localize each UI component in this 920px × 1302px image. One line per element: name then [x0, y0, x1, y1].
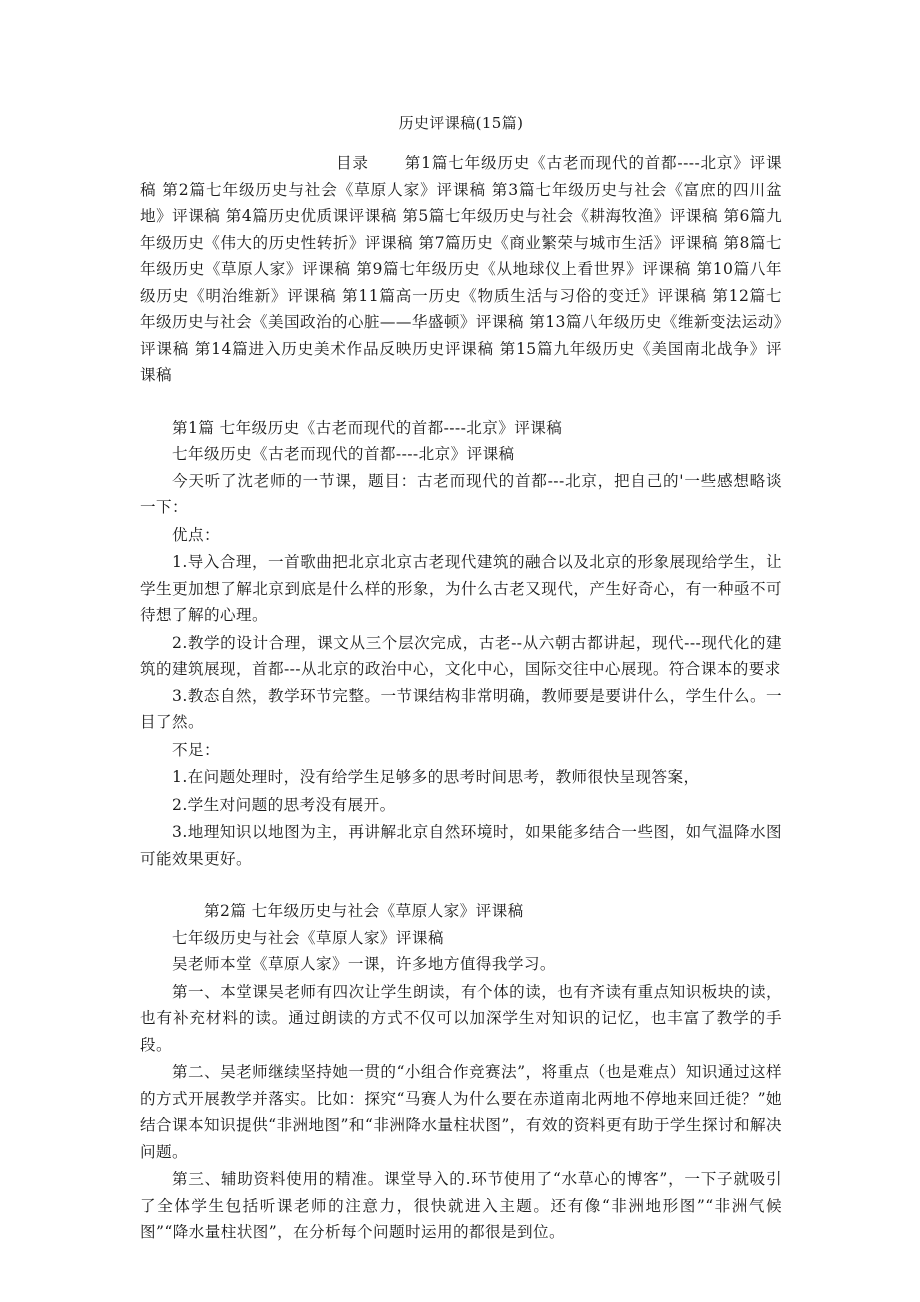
- section-1: [140, 415, 782, 873]
- document-page: [140, 110, 782, 1246]
- table-of-contents: [140, 150, 782, 389]
- section-2-paragraph-1: 吴老师本堂《草原人家》一课，许多地方值得我学习。: [172, 955, 556, 973]
- pro-item-1: 1.导入合理，一首歌曲把北京北京古老现代建筑的融合以及北京的形象展现给学生，让学生更加想了解北京到底是什么样的形象，为什么古老又现代，产生好奇心，有一种亟不可待想了解的心理。: [140, 553, 782, 624]
- pro-item-2: 2.教学的设计合理，课文从三个层次完成，古老--从六朝古都讲起，现代---现代化的建筑的建筑展现，首都---从北京的政治中心，文化中心，国际交往中心展现。符合课本的要求: [140, 633, 782, 678]
- con-item-2: 2.学生对问题的思考没有展开。: [172, 795, 396, 814]
- cons-label: 不足：: [172, 740, 220, 759]
- section-1-heading: 第1篇 七年级历史《古老而现代的首都----北京》评课稿: [172, 418, 563, 437]
- pro-item-3: 3.教态自然，教学环节完整。一节课结构非常明确，教师要是要讲什么，学生什么。一目了然。: [140, 686, 782, 731]
- section-2-subtitle: 七年级历史与社会《草原人家》评课稿: [172, 928, 444, 947]
- pros-label: 优点：: [172, 525, 220, 544]
- toc-label: 目录: [336, 154, 369, 172]
- section-1-subtitle: 七年级历史《古老而现代的首都----北京》评课稿: [172, 445, 515, 463]
- section-2-paragraph-3: 第二、吴老师继续坚持她一贯的“小组合作竞赛法”，将重点（也是难点）知识通过这样的方式开展教学并落实。比如：探究“马赛人为什么要在赤道南北两地不停地来回迁徙？”她结合课本知识提供“非洲地图”和“非洲降水量柱状图”，有效的资料更有助于学生探讨和解决问题。: [140, 1063, 782, 1161]
- section-2-paragraph-4: 第三、辅助资料使用的精准。课堂导入的.环节使用了“水草心的博客”，一下子就吸引了全体学生包括听课老师的注意力，很快就进入主题。还有像“非洲地形图”“非洲气候图”“降水量柱状图”，在分析每个问题时运用的都很是到位。: [140, 1170, 782, 1241]
- con-item-3: 3.地理知识以地图为主，再讲解北京自然环境时，如果能多结合一些图，如气温降水图可能效果更好。: [140, 823, 782, 868]
- section-2-paragraph-2: 第一、本堂课吴老师有四次让学生朗读，有个体的读，也有齐读有重点知识板块的读，也有补充材料的读。通过朗读的方式不仅可以加深学生对知识的记忆，也丰富了教学的手段。: [140, 982, 782, 1054]
- section-2-heading: 第2篇 七年级历史与社会《草原人家》评课稿: [204, 902, 524, 920]
- section-2: [140, 898, 782, 1246]
- document-title: 历史评课稿(15篇): [398, 114, 524, 132]
- toc-entries: 第1篇七年级历史《古老而现代的首都----北京》评课稿 第2篇七年级历史与社会《草原人家》评课稿 第3篇七年级历史与社会《富庶的四川盆地》评课稿 第4篇历史优质课评课稿 第5篇七年级历史与社会《耕海牧渔》评课稿 第6篇九年级历史《伟大的历史性转折》评课稿 第7篇历史《商业繁荣与城市生活》评课稿 第8篇七年级历史《草原人家》评课稿 第9篇七年级历史《从地球仪上看世界》评课稿 第10篇八年级历史《明治维新》评课稿 第11篇高一历史《物质生活与习俗的变迁》评课稿 第12篇七年级历史与社会《美国政治的心脏——华盛顿》评课稿 第13篇八年级历史《维新变法运动》评课稿 第14篇进入历史美术作品反映历史评课稿 第15篇九年级历史《美国南北战争》评课稿: [140, 154, 782, 384]
- section-1-intro: 今天听了沈老师的一节课，题目：古老而现代的首都---北京，把自己的'一些感想略谈一下：: [140, 471, 782, 516]
- con-item-1: 1.在问题处理时，没有给学生足够多的思考时间思考，教师很快呈现答案，: [172, 768, 700, 786]
